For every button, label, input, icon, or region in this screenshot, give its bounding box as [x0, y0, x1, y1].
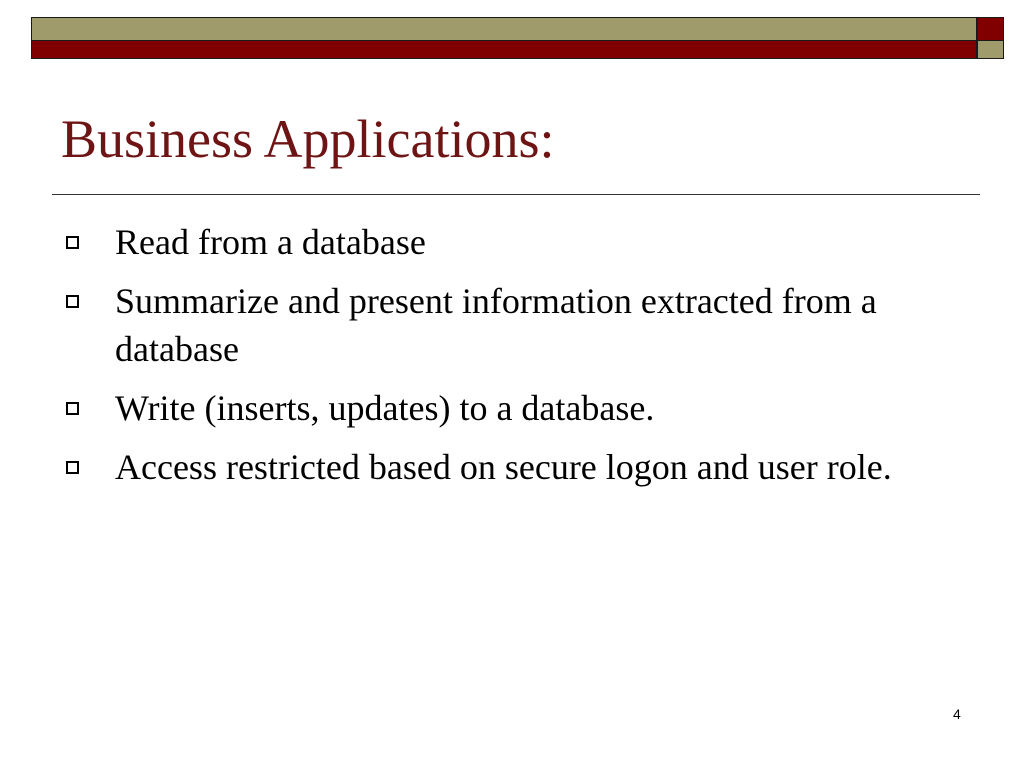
bullet-item: [62, 443, 962, 491]
bullet-text: Read from a database: [115, 222, 426, 262]
header-band-olive: [31, 17, 977, 41]
bullet-text: Access restricted based on secure logon and user role.: [115, 447, 892, 487]
hollow-square-bullet-icon: [66, 295, 79, 308]
bullet-text: Summarize and present information extracted from a database: [115, 281, 877, 369]
bullet-list: [62, 218, 962, 502]
hollow-square-bullet-icon: [66, 402, 79, 415]
page-number: 4: [953, 706, 961, 722]
hollow-square-bullet-icon: [66, 236, 79, 249]
bullet-item: [62, 218, 962, 266]
header-corner-olive-square: [977, 41, 1004, 59]
hollow-square-bullet-icon: [66, 461, 79, 474]
header-corner-red-square: [977, 17, 1004, 41]
header-band-red: [31, 41, 977, 59]
slide-title: Business Applications:: [61, 109, 555, 169]
bullet-item: [62, 384, 962, 432]
title-divider: [52, 194, 980, 195]
bullet-text: Write (inserts, updates) to a database.: [115, 388, 655, 428]
bullet-item: [62, 277, 962, 373]
